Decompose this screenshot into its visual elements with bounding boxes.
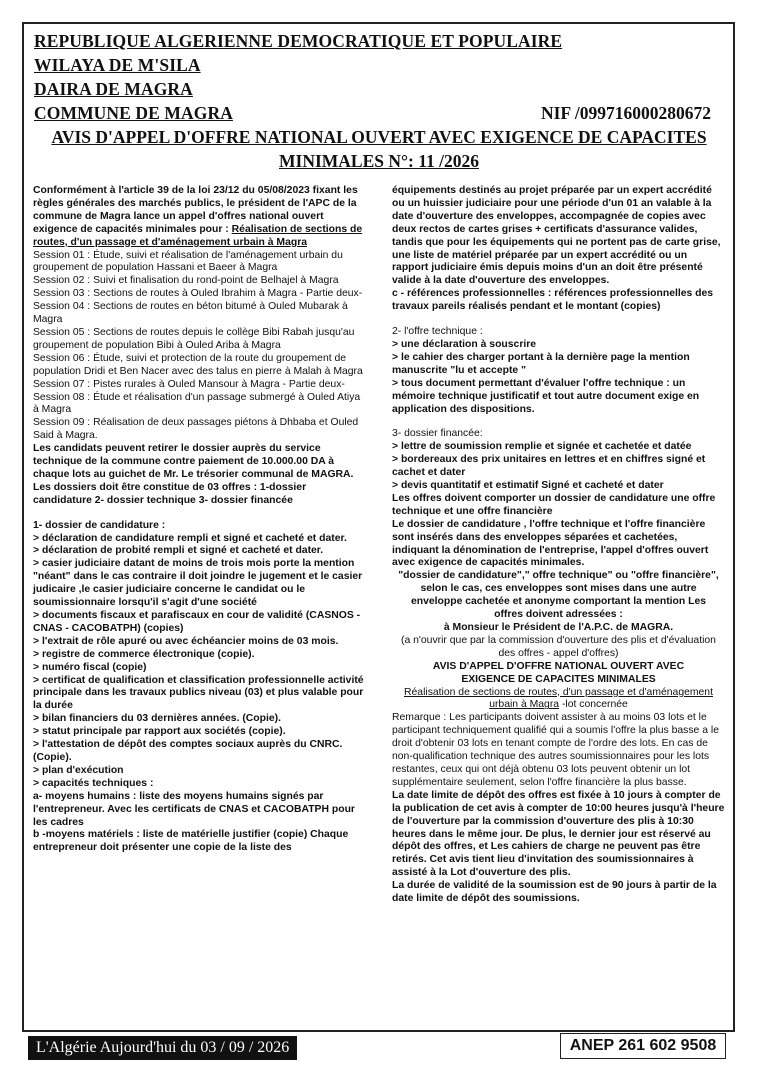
session-item: Session 04 : Sections de routes en béton bitumé à Ouled Mubarak à Magra	[33, 301, 348, 326]
nif-number: NIF /099716000280672	[541, 103, 711, 123]
dossier-item: a- moyens humains : liste des moyens humains signés par l'entrepreneur. Avec les certificats de CNAS et CACOBATPH pour les cadres	[33, 790, 355, 828]
session-item: Session 07 : Pistes rurales à Ouled Mansour à Magra - Partie deux-	[33, 378, 345, 390]
tech-item: > une déclaration à souscrire	[392, 338, 537, 350]
centered-line: offres doivent adressées :	[494, 609, 623, 621]
intro-paragraph	[33, 185, 365, 250]
centered-line: à Monsieur le Président de l'A.P.C. de MAGRA.	[443, 622, 674, 633]
dossier-item: > numéro fiscal (copie)	[33, 661, 147, 673]
dossier-item: > statut principale par rapport aux sociétés (copie).	[33, 726, 286, 738]
retrait-paragraph: Les candidats peuvent retirer le dossier auprès du service technique de la commune contre paiement de 10.000.00 DA à chaque lots au guichet de Mr. Le trésorier communal de MAGRA.	[33, 443, 354, 480]
equipements-paragraph: équipements destinés au projet préparée par un expert accrédité ou un huissier judiciaire pour une période d'un 01 an valable à la date d'ouverture des enveloppes, accompagnée de copies avec deux rectos de cartes grises + certificats d'assurance valides, tandis que pour les équipements qui ne portent pas de carte grise, une liste de matériel préparée par un expert accrédité ou un rapport judiciaire émis depuis moins d'un an doit être présenté valide à la date d'ouverture des enveloppes.	[392, 185, 721, 287]
dossier-item: > documents fiscaux et parafiscaux en cour de validité (CASNOS -CNAS - CACOBATPH) (copies)	[33, 610, 361, 634]
notice-title-line2: MINIMALES N°: 11 /2026	[279, 151, 479, 171]
tech-item: > tous document permettant d'évaluer l'offre technique : un mémoire technique justificatif et tout autre document exige en application des dispositions.	[392, 377, 700, 415]
offres-doivent: Les offres doivent comporter un dossier de candidature une offre technique et une offre financière	[392, 492, 716, 517]
offre-technique-title: 2- l'offre technique :	[392, 326, 483, 338]
dossier-item: > capacités techniques :	[33, 777, 154, 789]
centered-line: "dossier de candidature"," offre technique" ou "offre financière",	[398, 570, 719, 582]
fin-item: > devis quantitatif et estimatif Signé et cacheté et dater	[392, 480, 664, 492]
header-daira: DAIRA DE MAGRA	[34, 79, 193, 99]
newspaper-banner: L'Algérie Aujourd'hui du 03 / 09 / 2026	[28, 1036, 297, 1060]
dossier-item: > bilan financiers du 03 dernières années. (Copie).	[33, 713, 282, 725]
lot-suffix: -lot concernée	[559, 699, 628, 711]
avis-repeat-line1: AVIS D'APPEL D'OFFRE NATIONAL OUVERT AVEC	[432, 660, 685, 672]
moyens-materiels: b -moyens matériels : liste de matérielle justifier (copie) Chaque entrepreneur doit présenter une copie de la liste des	[33, 829, 349, 854]
session-item: Session 08 : Étude et réalisation d'un passage submergé à Ouled Atiya à Magra	[33, 391, 361, 416]
validite-paragraph: La durée de validité de la soumission est de 90 jours à partir de la date limite de dépôt des soumissions.	[392, 880, 717, 905]
references-paragraph: c - références professionnelles : références professionnelles des travaux pareils réalisés pendant et le montant (copies)	[392, 288, 714, 313]
project-title-link: Réalisation de sections de routes, d'un passage et d'aménagement urbain à Magra	[33, 223, 363, 248]
offres-paragraph: Les dossiers doit être constitue de 03 offres : 1-dossier candidature 2- dossier technique 3- dossier financée	[33, 481, 307, 506]
remarque-paragraph: Remarque : Les participants doivent assister à au moins 03 lots et le participant techniquement qualifié qui a soumis l'offre la plus basse a le droit d'obtenir 03 lots en tenant compte de l'ordre des lots. En cas de non-qualification technique des autres soumissionnaires pour les lots restantes, ceux qui ont déjà obtenu 03 lots peuvent obtenir un lot supplémentaire seulement, selon l'offre financière la plus basse.	[392, 712, 719, 788]
notice-title-line1: AVIS D'APPEL D'OFFRE NATIONAL OUVERT AVEC EXIGENCE DE CAPACITES	[51, 127, 707, 147]
dossier-item: > déclaration de candidature rempli et signé et cacheté et dater.	[33, 532, 347, 544]
dossier-item: > l'extrait de rôle apuré ou avec échéancier moins de 03 mois.	[33, 635, 339, 647]
centered-line: enveloppe cachetée et anonyme comportant la mention Les	[410, 596, 707, 608]
session-item: Session 03 : Sections de routes à Ouled Ibrahim à Magra - Partie deux-	[33, 288, 363, 300]
dossier-item: > déclaration de probité rempli et signé et cacheté et dater.	[33, 545, 324, 557]
header-republic: REPUBLIQUE ALGERIENNE DEMOCRATIQUE ET POPULAIRE	[34, 31, 563, 51]
avis-repeat-line2: EXIGENCE DE CAPACITES MINIMALES	[461, 673, 656, 685]
session-item: Session 01 : Étude, suivi et réalisation de l'aménagement urbain du groupement de population Hassani et Baeer à Magra	[33, 249, 343, 274]
dossier-item: > certificat de qualification et classification professionnelle activité principale dans les travaux publics niveau (03) et plus valable pour la durée	[33, 674, 364, 712]
intro-text: Conformément à l'article 39 de la loi 23/12 du 05/08/2023 fixant les règles générales des marchés publics, le président de l'APC de la commune de Magra lance un appel d'offres national ouvert exigence de capacités minimales pour :	[33, 185, 358, 235]
lot-line	[392, 687, 725, 713]
session-item: Session 06 : Étude, suivi et protection de la route du groupement de population Dridi et Ben Nacer avec des talus en pierre à Malah à Magra	[33, 352, 363, 377]
left-column	[33, 185, 365, 855]
tech-item: > le cahier des charger portant à la dernière page la mention manuscrite "lu et accepte "	[392, 351, 690, 376]
centered-line: selon le cas, ces enveloppes sont mises dans une autre	[420, 583, 697, 595]
session-item: Session 05 : Sections de routes depuis le collège Bibi Rabah jusqu'au groupement de population Bibi à Ouled Ariba à Magra	[33, 326, 355, 351]
header-wilaya: WILAYA DE M'SILA	[34, 55, 201, 75]
dossier-item: > registre de commerce électronique (copie).	[33, 648, 255, 660]
dossier-item: > l'attestation de dépôt des comptes sociaux auprès du CNRC. (Copie).	[33, 739, 343, 763]
session-item: Session 02 : Suivi et finalisation du rond-point de Belhajel à Magra	[33, 275, 339, 287]
dossier-item: > plan d'exécution	[33, 764, 124, 776]
date-limite-paragraph: La date limite de dépôt des offres est fixée à 10 jours à compter de la publication de cet avis à compter de 10:00 heures jusqu'à l'heure de l'ouverture par la commission d'ouverture des plis à 10:30 heures dans le même jour. De plus, le dernier jour est réservé au dépôt des offres, et Les cahiers de charge ne peuvent pas être retirés. Cet avis tient lieu d'invitation des soumissionnaires à assisté à la Lot d'ouverture des plis.	[392, 789, 725, 879]
header-commune: COMMUNE DE MAGRA	[34, 103, 233, 123]
commission-note: (a n'ouvrir que par la commission d'ouverture des plis et d'évaluation des offres - appel d'offres)	[401, 634, 716, 659]
fin-item: > bordereaux des prix unitaires en lettres et en chiffres signé et cachet et dater	[392, 454, 706, 479]
dossier-financier-title: 3- dossier financée:	[392, 428, 483, 440]
project-title-link: Réalisation de sections de routes, d'un passage et d'aménagement urbain à Magra	[404, 686, 713, 711]
fin-item: > lettre de soumission remplie et signée et cachetée et datée	[392, 441, 692, 453]
dossier-item: > casier judiciaire datant de moins de trois mois porte la mention "néant" dans le cas contraire il doit joindre le jugement et le casier judicaire ,le casier judiciaire concerne le candidat ou le soumissionnaire lorsqu'il s'agit d'une société	[33, 558, 363, 609]
session-item: Session 09 : Réalisation de deux passages piétons à Dhbaba et Ouled Said à Magra.	[33, 417, 359, 442]
right-column	[392, 185, 725, 906]
anep-reference: ANEP 261 602 9508	[560, 1033, 726, 1059]
enveloppes-paragraph: Le dossier de candidature , l'offre technique et l'offre financière sont insérés dans des enveloppes séparées et cachetées, indiquant la dénomination de l'entreprise, l'appel d'offres ouvert avec exigence de capacités minimales.	[392, 518, 709, 569]
dossier-candidature-title: 1- dossier de candidature :	[33, 519, 166, 531]
